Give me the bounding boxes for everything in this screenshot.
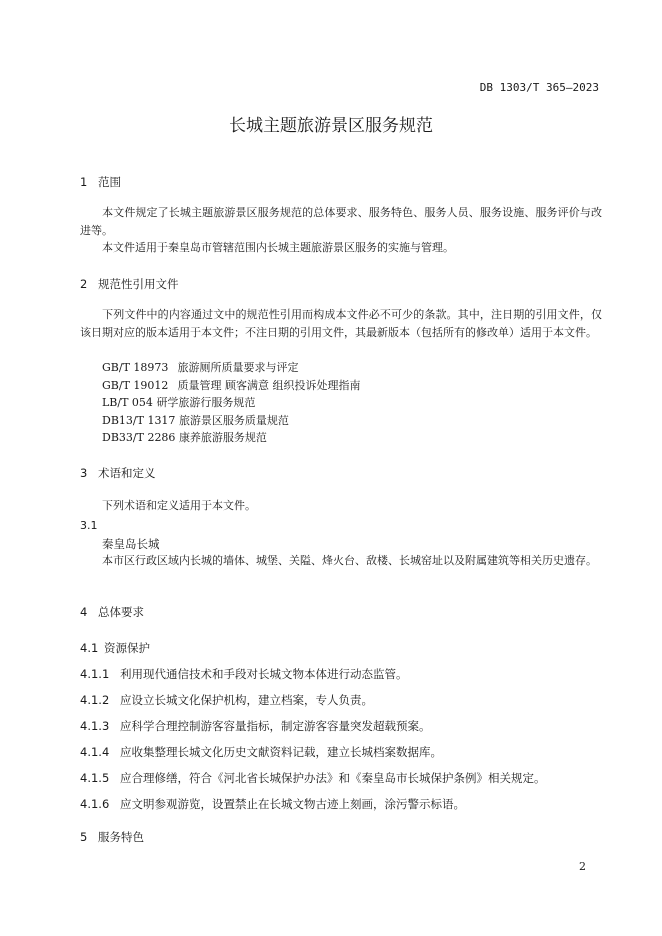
clause-number: 4.1.4 bbox=[80, 745, 110, 759]
section-title: 术语和定义 bbox=[98, 466, 156, 480]
reference-item bbox=[102, 412, 361, 430]
reference-code: DB13/T 1317 bbox=[102, 413, 176, 427]
clause-item bbox=[80, 770, 546, 786]
clause-text: 应文明参观游览，设置禁止在长城文物古迹上刻画，涂污警示标语。 bbox=[120, 797, 465, 811]
normative-intro-text: 下列文件中的内容通过文中的规范性引用而构成本文件必不可少的条款。其中，注日期的引用文件，仅该日期对应的版本适用于本文件；不注日期的引用文件，其最新版本（包括所有的修改单）适用于本文件。 bbox=[80, 308, 602, 339]
scope-paragraph-2 bbox=[80, 239, 602, 257]
section-title: 总体要求 bbox=[98, 605, 144, 619]
section-number: 3 bbox=[80, 466, 88, 480]
reference-item bbox=[102, 394, 361, 412]
document-id: DB 1303/T 365—2023 bbox=[479, 81, 599, 94]
clause-text: 利用现代通信技术和手段对长城文物本体进行动态监管。 bbox=[120, 667, 408, 681]
reference-code: LB/T 054 bbox=[102, 396, 153, 409]
clause-number: 4.1.5 bbox=[80, 771, 110, 785]
section-4-heading bbox=[80, 604, 144, 620]
clause-text: 应设立长城文化保护机构，建立档案，专人负责。 bbox=[120, 693, 373, 707]
section-number: 1 bbox=[80, 175, 88, 189]
reference-item bbox=[102, 429, 361, 447]
section-3-heading bbox=[80, 465, 156, 481]
scope-paragraph-1 bbox=[80, 204, 602, 239]
normative-intro bbox=[80, 306, 602, 341]
reference-item bbox=[102, 377, 361, 395]
reference-code: GB/T 19012 bbox=[102, 378, 169, 392]
section-title: 服务特色 bbox=[98, 830, 144, 844]
scope-text-2: 本文件适用于秦皇岛市管辖范围内长城主题旅游景区服务的实施与管理。 bbox=[102, 241, 454, 254]
clause-number: 4.1.3 bbox=[80, 719, 110, 733]
reference-code: DB33/T 2286 bbox=[102, 431, 176, 444]
subsection-4-1-heading bbox=[80, 640, 150, 656]
reference-name: 质量管理 顾客满意 组织投诉处理指南 bbox=[177, 378, 361, 392]
section-number: 4 bbox=[80, 605, 88, 619]
reference-list bbox=[102, 359, 361, 447]
section-number: 5 bbox=[80, 830, 88, 844]
reference-code: GB/T 18973 bbox=[102, 361, 169, 374]
clause-text: 应科学合理控制游客容量指标，制定游客容量突发超载预案。 bbox=[120, 719, 431, 733]
reference-item bbox=[102, 359, 361, 377]
page-number: 2 bbox=[579, 860, 586, 873]
clause-text: 应合理修缮，符合《河北省长城保护办法》和《秦皇岛市长城保护条例》相关规定。 bbox=[120, 771, 546, 785]
clause-text: 应收集整理长城文化历史文献资料记载，建立长城档案数据库。 bbox=[120, 745, 442, 759]
clause-item bbox=[80, 796, 465, 812]
section-5-heading bbox=[80, 829, 144, 845]
section-2-heading bbox=[80, 276, 179, 292]
clause-item bbox=[80, 692, 373, 708]
terms-intro bbox=[80, 497, 602, 515]
terms-intro-text: 下列术语和定义适用于本文件。 bbox=[102, 499, 256, 512]
reference-name: 旅游景区服务质量规范 bbox=[178, 413, 289, 427]
subsection-number: 4.1 bbox=[80, 641, 99, 655]
clause-number: 4.1.1 bbox=[80, 667, 110, 681]
reference-name: 旅游厕所质量要求与评定 bbox=[177, 361, 299, 374]
section-1-heading bbox=[80, 174, 121, 190]
clause-item bbox=[80, 666, 408, 682]
clause-item bbox=[80, 744, 442, 760]
section-number: 2 bbox=[80, 277, 88, 291]
term-definition bbox=[80, 552, 602, 570]
scope-text-1: 本文件规定了长城主题旅游景区服务规范的总体要求、服务特色、服务人员、服务设施、服务评价与改进等。 bbox=[80, 206, 602, 237]
term-number: 3.1 bbox=[80, 519, 98, 532]
clause-number: 4.1.6 bbox=[80, 797, 110, 811]
term-definition-text: 本市区行政区域内长城的墙体、城堡、关隘、烽火台、敌楼、长城窑址以及附属建筑等相关历史遗存。 bbox=[102, 554, 597, 567]
section-title: 范围 bbox=[98, 175, 121, 189]
reference-name: 研学旅游行服务规范 bbox=[156, 396, 256, 409]
clause-item bbox=[80, 718, 431, 734]
section-title: 规范性引用文件 bbox=[98, 277, 179, 291]
clause-number: 4.1.2 bbox=[80, 693, 110, 707]
subsection-title: 资源保护 bbox=[104, 641, 150, 655]
reference-name: 康养旅游服务规范 bbox=[178, 431, 267, 444]
document-title: 长城主题旅游景区服务规范 bbox=[229, 116, 433, 136]
term-name: 秦皇岛长城 bbox=[102, 537, 160, 551]
